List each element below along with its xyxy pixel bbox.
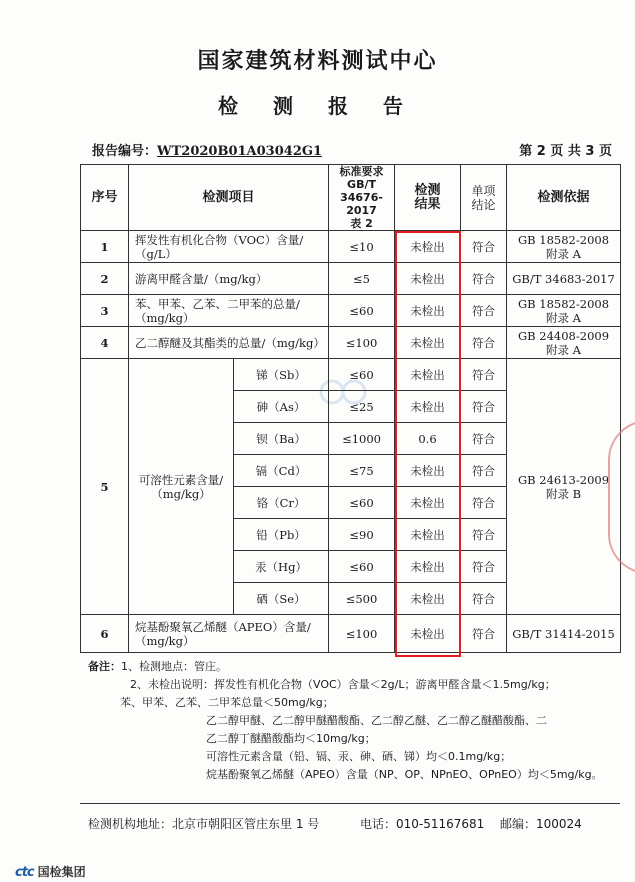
row-requirement: ≤90	[329, 519, 395, 551]
table-row	[81, 615, 621, 653]
row-requirement: ≤5	[329, 263, 395, 295]
table-row	[81, 231, 621, 263]
row-conclusion: 符合	[461, 487, 507, 519]
table-row	[81, 295, 621, 327]
row-result: 未检出	[395, 583, 461, 615]
row-seq: 5	[81, 359, 129, 615]
element-name: 汞（Hg）	[234, 551, 329, 583]
row-item-line2: （mg/kg）	[151, 486, 211, 501]
header-result-line2: 结果	[414, 196, 441, 212]
row-result: 未检出	[395, 487, 461, 519]
row-basis-line2: 附录 A	[546, 310, 581, 325]
row-requirement: ≤100	[329, 327, 395, 359]
header-seq: 序号	[81, 165, 129, 231]
row-conclusion: 符合	[461, 263, 507, 295]
element-name: 镉（Cd）	[234, 455, 329, 487]
row-requirement: ≤60	[329, 359, 395, 391]
row-basis-line2: 附录 B	[545, 486, 582, 501]
row-result: 未检出	[395, 359, 461, 391]
seal-stamp	[608, 420, 635, 574]
document-title: 检 测 报 告	[218, 94, 417, 118]
row-result: 未检出	[395, 231, 461, 263]
header-conclusion-line2: 结论	[471, 197, 496, 212]
note-line: 可溶性元素含量（铅、镉、汞、砷、硒、锑）均＜0.1mg/kg；	[206, 750, 512, 763]
note-line: 乙二醇甲醚、乙二醇甲醚醋酸酯、乙二醇乙醚、乙二醇乙醚醋酸酯、二	[206, 714, 547, 727]
notes-label: 备注：	[88, 660, 121, 673]
row-result: 未检出	[395, 263, 461, 295]
row-conclusion: 符合	[461, 583, 507, 615]
note-line: 乙二醇丁醚醋酸酯均＜10mg/kg；	[206, 732, 376, 745]
element-name: 铅（Pb）	[234, 519, 329, 551]
element-name: 硒（Se）	[234, 583, 329, 615]
row-result: 未检出	[395, 519, 461, 551]
header-standard-line1: 标准要求	[339, 165, 384, 178]
row-seq: 2	[81, 263, 129, 295]
row-conclusion: 符合	[461, 615, 507, 653]
row-seq: 3	[81, 295, 129, 327]
notes-section	[88, 658, 613, 784]
institution-title: 国家建筑材料测试中心	[197, 49, 438, 74]
row-requirement: ≤60	[329, 487, 395, 519]
row-conclusion: 符合	[461, 295, 507, 327]
row-requirement: ≤10	[329, 231, 395, 263]
row-item: 苯、甲苯、乙苯、二甲苯的总量/（mg/kg）	[129, 295, 329, 327]
table-header-row	[81, 165, 621, 231]
report-number-label: 报告编号：	[92, 144, 158, 159]
row-requirement: ≤60	[329, 295, 395, 327]
header-result	[395, 165, 461, 231]
row-basis-line1: GB 18582-2008	[518, 296, 610, 311]
row-basis	[507, 327, 621, 359]
row-item-line1: 可溶性元素含量/	[138, 472, 224, 487]
header-standard-line3: 34676-2017	[340, 191, 383, 217]
note-line: 2、未检出说明：挥发性有机化合物（VOC）含量＜2g/L；游离甲醛含量＜1.5mg/kg；	[130, 678, 556, 691]
row-conclusion: 符合	[461, 359, 507, 391]
element-name: 砷（As）	[234, 391, 329, 423]
row-item: 游离甲醛含量/（mg/kg）	[129, 263, 329, 295]
row-conclusion: 符合	[461, 455, 507, 487]
header-conclusion-line1: 单项	[471, 183, 496, 198]
element-name: 钡（Ba）	[234, 423, 329, 455]
row-requirement: ≤60	[329, 551, 395, 583]
report-number: WT2020B01A03042G1	[157, 144, 323, 159]
table-row	[81, 327, 621, 359]
row-item: 烷基酚聚氧乙烯醚（APEO）含量/（mg/kg）	[129, 615, 329, 653]
row-result: 0.6	[395, 423, 461, 455]
row-item	[129, 359, 234, 615]
row-result: 未检出	[395, 391, 461, 423]
element-name: 铬（Cr）	[234, 487, 329, 519]
row-basis	[507, 231, 621, 263]
row-basis	[507, 295, 621, 327]
header-standard-line4: 表 2	[350, 217, 373, 230]
header-conclusion	[461, 165, 507, 231]
footer-address: 检测机构地址：北京市朝阳区管庄东里 1 号	[88, 817, 320, 831]
logo-text: 国检集团	[37, 865, 86, 879]
page-info: 第 2 页 共 3 页	[519, 144, 612, 159]
row-conclusion: 符合	[461, 551, 507, 583]
test-results-table	[80, 164, 621, 653]
header-standard-line2: GB/T	[347, 178, 376, 191]
row-basis-line2: 附录 A	[546, 246, 581, 261]
header-standard	[329, 165, 395, 231]
row-basis: GB/T 31414-2015	[507, 615, 621, 653]
row-requirement: ≤1000	[329, 423, 395, 455]
row-result: 未检出	[395, 615, 461, 653]
element-name: 锑（Sb）	[234, 359, 329, 391]
row-conclusion: 符合	[461, 519, 507, 551]
row-item: 挥发性有机化合物（VOC）含量/（g/L）	[129, 231, 329, 263]
row-basis-line1: GB 24408-2009	[518, 328, 610, 343]
logo-mark: ctc	[15, 865, 34, 880]
note-line: 1、检测地点：管庄。	[121, 660, 227, 673]
row-result: 未检出	[395, 551, 461, 583]
row-seq: 4	[81, 327, 129, 359]
row-result: 未检出	[395, 295, 461, 327]
row-requirement: ≤100	[329, 615, 395, 653]
row-conclusion: 符合	[461, 423, 507, 455]
row-seq: 1	[81, 231, 129, 263]
footer-phone: 电话：010-51167681	[360, 817, 485, 831]
row-requirement: ≤25	[329, 391, 395, 423]
row-result: 未检出	[395, 455, 461, 487]
row-basis-line1: GB 18582-2008	[518, 232, 610, 247]
header-basis: 检测依据	[507, 165, 621, 231]
row-conclusion: 符合	[461, 231, 507, 263]
report-number-line	[92, 140, 612, 160]
row-requirement: ≤75	[329, 455, 395, 487]
row-basis-line2: 附录 A	[546, 342, 581, 357]
table-row	[81, 263, 621, 295]
row-basis-line1: GB 24613-2009	[518, 472, 610, 487]
row-item: 乙二醇醚及其酯类的总量/（mg/kg）	[129, 327, 329, 359]
footer-divider	[80, 803, 620, 804]
row-requirement: ≤500	[329, 583, 395, 615]
header-result-line1: 检测	[414, 182, 441, 198]
note-line: 烷基酚聚氧乙烯醚（APEO）含量（NP、OP、NPnEO、OPnEO）均＜5mg/kg。	[206, 768, 603, 781]
ctc-logo	[15, 863, 86, 880]
header-item: 检测项目	[129, 165, 329, 231]
row-conclusion: 符合	[461, 391, 507, 423]
row-result: 未检出	[395, 327, 461, 359]
table-row	[81, 359, 621, 391]
row-basis	[507, 359, 621, 615]
row-conclusion: 符合	[461, 327, 507, 359]
footer-postcode: 邮编：100024	[500, 817, 582, 831]
note-line: 苯、甲苯、乙苯、二甲苯总量＜50mg/kg；	[120, 696, 334, 709]
row-seq: 6	[81, 615, 129, 653]
row-basis: GB/T 34683-2017	[507, 263, 621, 295]
